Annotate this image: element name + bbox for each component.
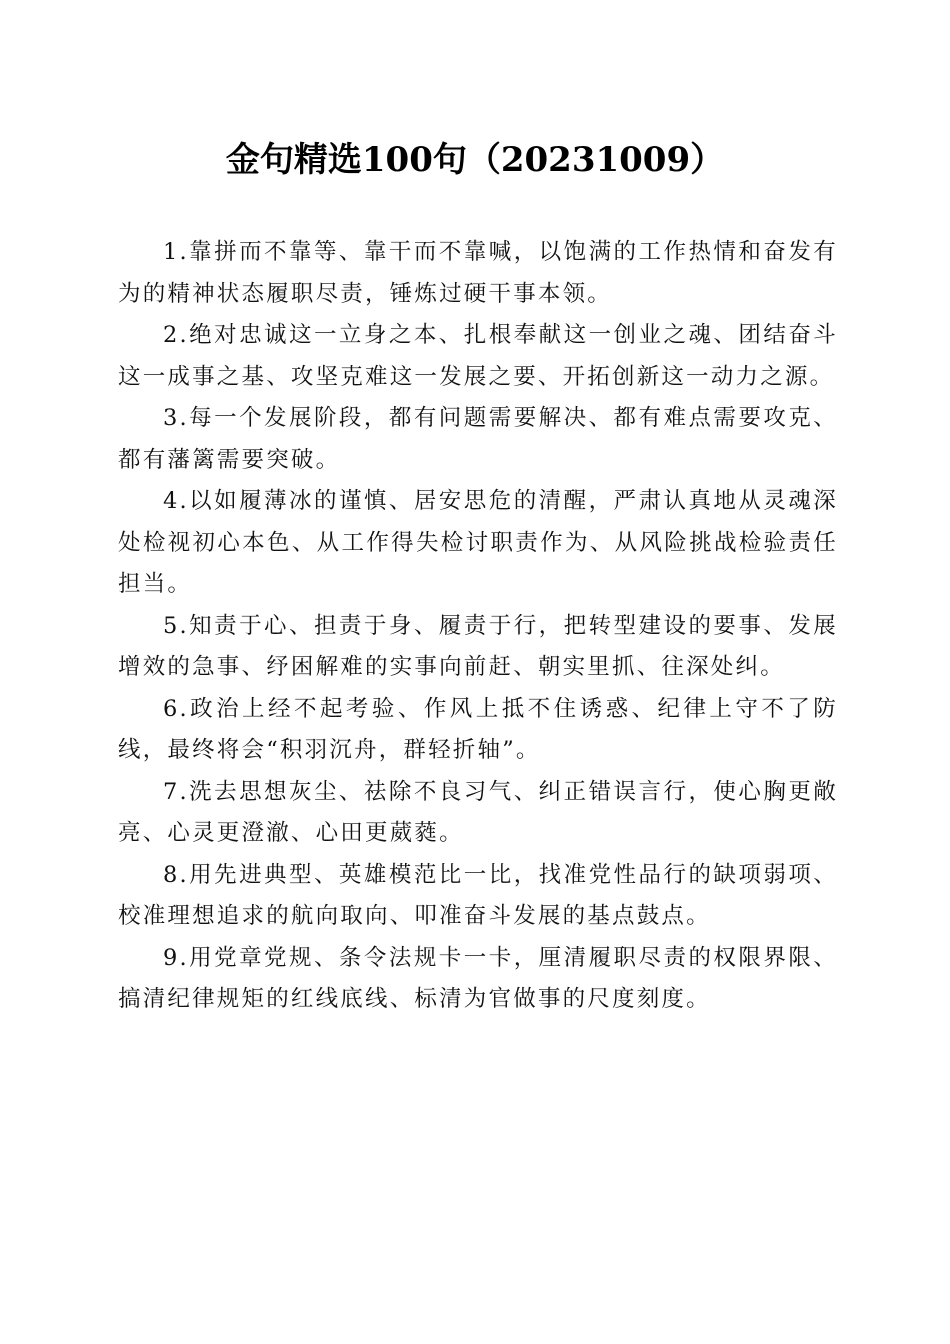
paragraph-6: 6.政治上经不起考验、作风上抵不住诱惑、纪律上守不了防线，最终将会“积羽沉舟，群轻折轴”。 [118,695,838,763]
document-body [118,232,838,1021]
paragraph-1: 1.靠拼而不靠等、靠干而不靠喊，以饱满的工作热情和奋发有为的精神状态履职尽责，锤炼过硬干事本领。 [118,239,838,307]
document-title: 金句精选100句（20231009） [225,140,725,180]
paragraph-5: 5.知责于心、担责于身、履责于行，把转型建设的要事、发展增效的急事、纾困解难的实事向前赶、朝实里抓、往深处纠。 [118,612,838,680]
paragraph-9: 9.用党章党规、条令法规卡一卡，厘清履职尽责的权限界限、搞清纪律规矩的红线底线、标清为官做事的尺度刻度。 [118,944,838,1012]
paragraph-7: 7.洗去思想灰尘、祛除不良习气、纠正错误言行，使心胸更敞亮、心灵更澄澈、心田更葳蕤。 [118,778,838,846]
paragraph-8: 8.用先进典型、英雄模范比一比，找准党性品行的缺项弱项、校准理想追求的航向取向、叩准奋斗发展的基点鼓点。 [118,861,838,929]
paragraph-4: 4.以如履薄冰的谨慎、居安思危的清醒，严肃认真地从灵魂深处检视初心本色、从工作得失检讨职责作为、从风险挑战检验责任担当。 [118,488,838,597]
paragraph-2: 2.绝对忠诚这一立身之本、扎根奉献这一创业之魂、团结奋斗这一成事之基、攻坚克难这一发展之要、开拓创新这一动力之源。 [118,322,838,390]
paragraph-3: 3.每一个发展阶段，都有问题需要解决、都有难点需要攻克、都有藩篱需要突破。 [118,405,838,473]
